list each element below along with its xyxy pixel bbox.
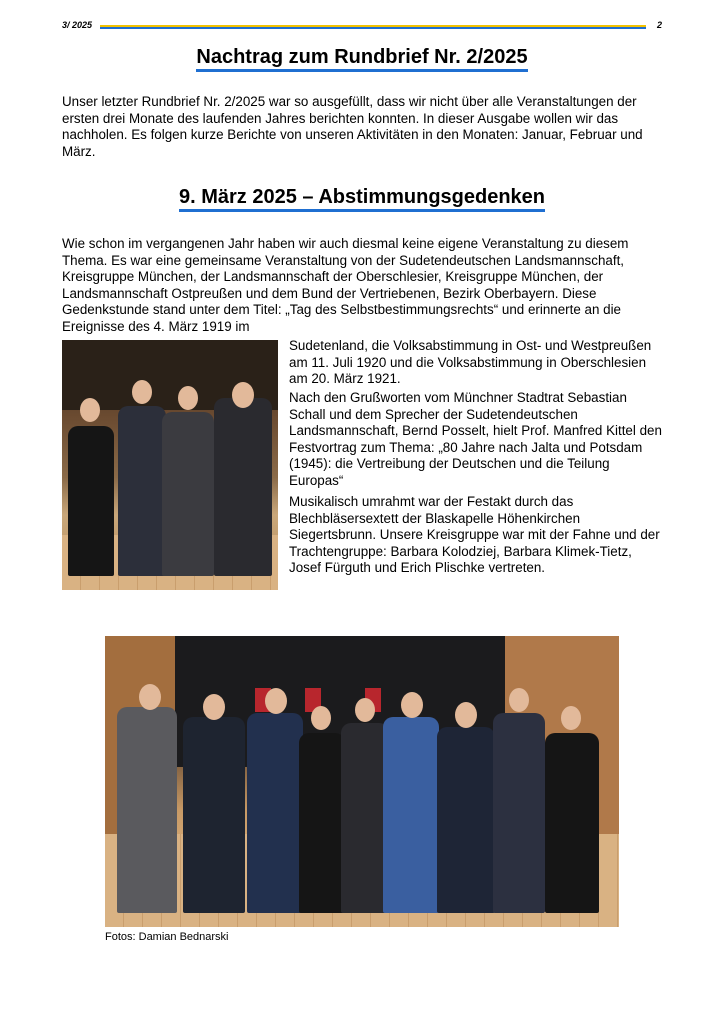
person-head <box>80 398 100 422</box>
section-title-text: 9. März 2025 – Abstimmungsgedenken <box>179 186 545 212</box>
issue-label: 3/ 2025 <box>62 20 93 30</box>
person <box>383 717 439 913</box>
person-head <box>178 386 198 410</box>
intro-paragraph: Unser letzter Rundbrief Nr. 2/2025 war so ausgefüllt, dass wir nicht über alle Veranstaltungen der ersten drei Monate des laufenden Jahres berichten konnten. In dieser Ausgabe wollen wir das nachholen. Es folgen kurze Berichte von unseren Aktivitäten in den Monaten: Januar, Februar und März. <box>62 94 643 159</box>
person-head <box>139 684 161 710</box>
person <box>437 727 495 913</box>
person-head <box>132 380 152 404</box>
person-head <box>509 688 529 712</box>
person <box>117 707 177 913</box>
person <box>299 733 345 913</box>
page-header <box>62 20 662 34</box>
person-head <box>355 698 375 722</box>
section-title-nachtrag <box>0 46 724 72</box>
person-head <box>232 382 254 408</box>
person-head <box>561 706 581 730</box>
photo-group <box>105 636 619 927</box>
person-head <box>265 688 287 714</box>
person <box>341 723 389 913</box>
person <box>545 733 599 913</box>
person-head <box>203 694 225 720</box>
page-number: 2 <box>656 20 662 30</box>
person <box>247 713 303 913</box>
event-paragraph-continued: Sudetenland, die Volksabstimmung in Ost- und Westpreußen am 11. Juli 1920 und die Volksabstimmung in Oberschlesien am 20. März 1921. <box>289 338 652 387</box>
person <box>183 717 245 913</box>
person-head <box>401 692 423 718</box>
person-grey-suit <box>162 412 214 576</box>
section-title-abstimmungsgedenken <box>0 186 724 212</box>
person-head <box>311 706 331 730</box>
section-title-text: Nachtrag zum Rundbrief Nr. 2/2025 <box>196 46 527 72</box>
person-dark-suit <box>214 398 272 576</box>
header-divider <box>100 25 646 29</box>
speech-paragraph: Nach den Grußworten vom Münchner Stadtrat Sebastian Schall und dem Sprecher der Sudetendeutschen Landsmannschaft, Bernd Posselt, hielt Prof. Manfred Kittel den Festvortrag zum Thema: „80 Jahre nach Jalta und Potsdam (1945): die Vertreibung der Deutschen und die Teilung Europas“ <box>289 390 662 488</box>
event-paragraph: Wie schon im vergangenen Jahr haben wir auch diesmal keine eigene Veranstaltung zu diesem Thema. Es war eine gemeinsame Veranstaltung von der Sudetendeutschen Landsmannschaft, Kreisgruppe München, der Landsmannschaft der Oberschlesier, Kreisgruppe München, der Landsmannschaft Ostpreußen und dem Bund der Vertriebenen, Bezirk Oberbayern. Diese Gedenkstunde stand unter dem Titel: „Tag des Selbstbestimmungsrechts“ und erinnerte an die Ereignisse des 4. März 1919 im <box>62 236 629 334</box>
photo-four-men <box>62 340 278 590</box>
person-miner-uniform <box>68 426 114 576</box>
person-head <box>455 702 477 728</box>
photo-credit: Fotos: Damian Bednarski <box>105 931 229 943</box>
person-dark-suit <box>118 406 166 576</box>
person <box>493 713 545 913</box>
music-paragraph: Musikalisch umrahmt war der Festakt durch das Blechbläsersextett der Blaskapelle Höhenkirchen Siegertsbrunn. Unsere Kreisgruppe war mit der Fahne und der Trachtengruppe: Barbara Kolodziej, Barbara Klimek-Tietz, Josef Fürguth und Erich Plischke vertreten. <box>289 494 660 576</box>
